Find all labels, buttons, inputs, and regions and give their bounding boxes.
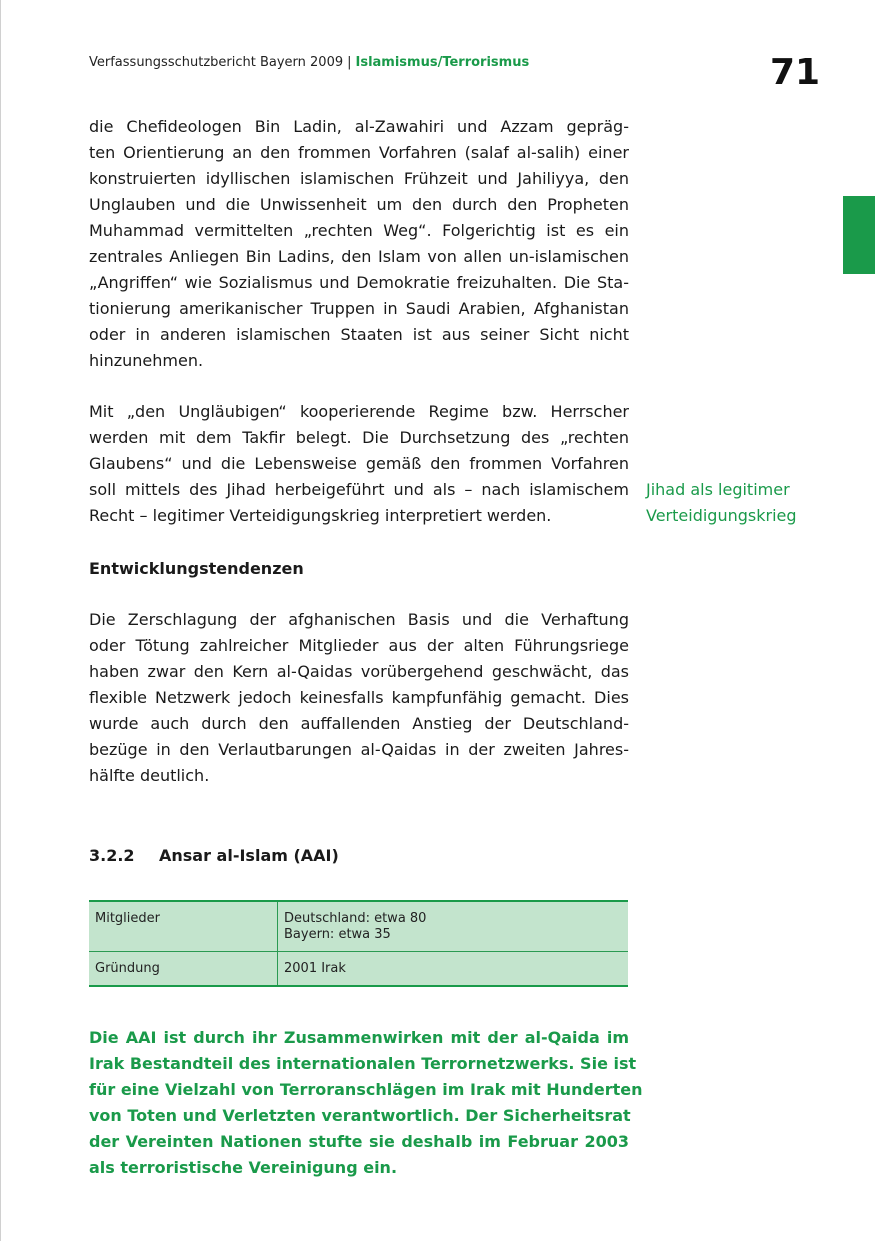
text-line: flexible Netzwerk jedoch keinesfalls kampfunfähig gemacht. Dies (89, 688, 629, 707)
text-line: hälfte deutlich. (89, 766, 210, 785)
page-edge (0, 0, 1, 1241)
table-value-line: Bayern: etwa 35 (284, 927, 391, 942)
text-line: „Angriffen“ wie Sozialismus und Demokratie freizuhalten. Die Sta- (89, 273, 629, 292)
text-line: Muhammad vermittelten „rechten Weg“. Folgerichtig ist es ein (89, 221, 629, 240)
text-line: werden mit dem Takfir belegt. Die Durchsetzung des „rechten (89, 428, 629, 447)
text-line: die Chefideologen Bin Ladin, al-Zawahiri und Azzam gepräg- (89, 117, 629, 136)
facts-table (89, 900, 628, 987)
table-label: Gründung (89, 952, 278, 987)
text-line: soll mittels des Jihad herbeigeführt und als – nach islamischem (89, 480, 629, 499)
summary-line: Irak Bestandteil des internationalen Terrornetzwerks. Sie ist (89, 1054, 637, 1073)
section-number: 3.2.2 (89, 846, 135, 865)
text-line: oder Tötung zahlreicher Mitglieder aus der alten Führungsriege (89, 636, 629, 655)
text-line: haben zwar den Kern al-Qaidas vorübergehend geschwächt, das (89, 662, 629, 681)
text-line: zentrales Anliegen Bin Ladins, den Islam von allen un-islamischen (89, 247, 629, 266)
table-value (278, 952, 629, 987)
text-line: Die Zerschlagung der afghanischen Basis und die Verhaftung (89, 610, 629, 629)
text-line: ten Orientierung an den frommen Vorfahren (salaf al-salih) einer (89, 143, 629, 162)
summary-line: der Vereinten Nationen stufte sie deshalb im Februar 2003 (89, 1132, 629, 1151)
chapter-tab-marker (843, 196, 875, 274)
table-label: Mitglieder (89, 901, 278, 952)
margin-note-line: Verteidigungskrieg (646, 506, 797, 525)
text-line: Unglauben und die Unwissenheit um den durch den Propheten (89, 195, 629, 214)
paragraph-trends (89, 607, 629, 789)
text-line: Recht – legitimer Verteidigungskrieg interpretiert werden. (89, 506, 552, 525)
table-row (89, 952, 628, 987)
margin-note-line: Jihad als legitimer (646, 480, 790, 499)
paragraph-takfir (89, 399, 629, 529)
section-heading (89, 843, 339, 869)
text-line: Mit „den Ungläubigen“ kooperierende Regime bzw. Herrscher (89, 402, 629, 421)
text-line: Glaubens“ und die Lebensweise gemäß den frommen Vorfahren (89, 454, 629, 473)
heading-trends: Entwicklungstendenzen (89, 559, 304, 578)
text-line: konstruierten idyllischen islamischen Frühzeit und Jahiliyya, den (89, 169, 629, 188)
margin-note (646, 477, 797, 529)
text-line: wurde auch durch den auffallenden Anstieg der Deutschland- (89, 714, 629, 733)
text-line: bezüge in den Verlautbarungen al-Qaidas in der zweiten Jahres- (89, 740, 629, 759)
section-name: Islamismus/Terrorismus (355, 55, 530, 70)
table-value-line: 2001 Irak (284, 961, 346, 976)
summary-line: von Toten und Verletzten verantwortlich. Der Sicherheitsrat (89, 1106, 631, 1125)
summary-line: für eine Vielzahl von Terroranschlägen im Irak mit Hunderten (89, 1080, 643, 1099)
table-row (89, 901, 628, 952)
summary-line: als terroristische Vereinigung ein. (89, 1158, 398, 1177)
running-header (89, 55, 529, 70)
text-line: tionierung amerikanischer Truppen in Saudi Arabien, Afghanistan (89, 299, 629, 318)
header-separator: | (347, 55, 352, 70)
table-value-line: Deutschland: etwa 80 (284, 911, 427, 926)
page-number: 71 (770, 52, 821, 93)
paragraph-ideology (89, 114, 629, 374)
section-title: Ansar al-Islam (AAI) (159, 846, 339, 865)
summary-line: Die AAI ist durch ihr Zusammenwirken mit der al-Qaida im (89, 1028, 629, 1047)
summary-box (89, 1025, 643, 1181)
running-title: Verfassungsschutzbericht Bayern 2009 (89, 55, 344, 70)
text-line: oder in anderen islamischen Staaten ist aus seiner Sicht nicht (89, 325, 629, 344)
text-line: hinzunehmen. (89, 351, 204, 370)
table-value (278, 901, 629, 952)
